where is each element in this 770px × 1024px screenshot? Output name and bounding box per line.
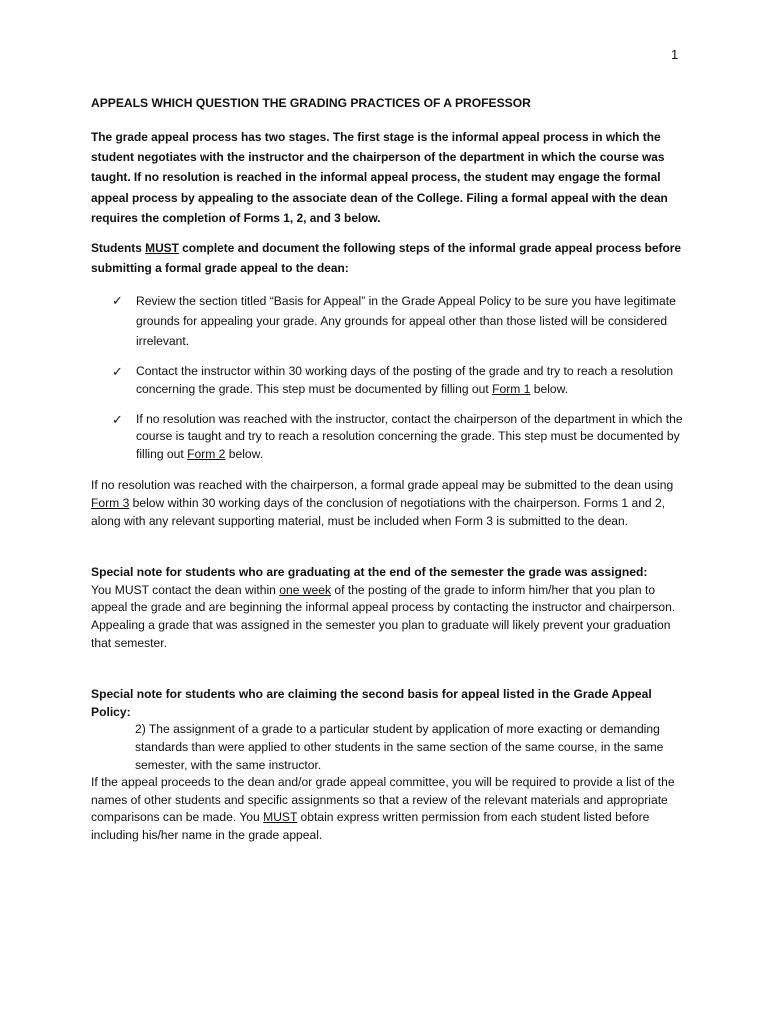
note-graduating-before: You MUST contact the dean within xyxy=(91,582,280,597)
intro-paragraph: The grade appeal process has two stages. The first stage is the informal appeal process in which the student negotiates with the instructor and the chairperson of the department in which the course was taught. If no resolution is reached in the informal appeal process, the student may engage the formal appeal process by appealing to the associate dean of the College. Filing a formal appeal with the dean requires the completion of Forms 1, 2, and 3 below. xyxy=(91,129,668,226)
note-second-basis xyxy=(91,686,683,844)
step-text: Contact the instructor within 30 working days of the posting of the grade and try to reach a resolution concerning the grade. This step must be documented by filling out xyxy=(136,364,674,397)
step-text: Review the section titled “Basis for Appeal” in the Grade Appeal Policy to be sure you have legitimate grounds for appealing your grade. Any grounds for appeal other than those listed will be considered irrelevant. xyxy=(136,294,676,349)
step-contact-instructor xyxy=(91,363,683,398)
form-2-link[interactable]: Form 2 xyxy=(187,446,226,461)
page-number: 1 xyxy=(671,47,679,62)
formal-after: below within 30 working days of the conclusion of negotiations with the chairperson. Forms 1 and 2, along with any relevant supporting material, must be included when Form 3 is submitted to the dean. xyxy=(91,496,666,528)
step-text-after: below. xyxy=(530,382,569,397)
note-graduating-title: Special note for students who are graduating at the end of the semester the grade was assigned: xyxy=(91,565,648,580)
basis-quote: 2) The assignment of a grade to a particular student by application of more exacting or demanding standards than were applied to other students in the same section of the same course, in the same semester, with the same instructor. xyxy=(135,722,664,772)
formal-appeal-paragraph xyxy=(91,477,683,530)
steps-intro-emphasis: MUST xyxy=(145,240,179,255)
note-graduating-body xyxy=(91,582,683,652)
note-graduating-after: of the posting of the grade to inform him/her that you plan to appeal the grade and are beginning the informal appeal process by contacting the instructor and chairperson. Appealing a grade that was assigned in the semester you plan to graduate will likely prevent your graduation that semester. xyxy=(91,582,676,650)
steps-intro-before: Students xyxy=(91,240,146,255)
note-second-basis-body xyxy=(91,774,683,844)
checkmark-icon: ✓ xyxy=(112,364,123,380)
note-second-basis-after: obtain express written permission from each student listed before including his/her name in the grade appeal. xyxy=(91,810,650,842)
document-body xyxy=(91,95,683,845)
formal-before: If no resolution was reached with the chairperson, a formal grade appeal may be submitted to the dean using xyxy=(91,478,674,493)
checkmark-icon: ✓ xyxy=(112,293,123,309)
step-contact-chairperson xyxy=(91,411,683,464)
note-graduating xyxy=(91,564,683,652)
informal-steps-list xyxy=(91,291,683,463)
note-second-basis-before: If the appeal proceeds to the dean and/or grade appeal committee, you will be required to provide a list of the names of other students and specific assignments so that a review of the relevant materials and appropriate comparisons can be made. You xyxy=(91,775,675,825)
form-3-link[interactable]: Form 3 xyxy=(91,496,130,510)
note-second-basis-emphasis: MUST xyxy=(263,810,298,825)
note-second-basis-title: Special note for students who are claiming the second basis for appeal listed in the Grade Appeal Policy: xyxy=(91,687,652,719)
document-heading: APPEALS WHICH QUESTION THE GRADING PRACTICES OF A PROFESSOR xyxy=(91,96,531,110)
steps-intro-after: complete and document the following steps of the informal grade appeal process before submitting a formal grade appeal to the dean: xyxy=(91,240,681,276)
step-text: If no resolution was reached with the instructor, contact the chairperson of the department in which the course is taught and try to reach a resolution concerning the grade. This step must be documented by filling out xyxy=(136,411,683,461)
steps-intro-paragraph xyxy=(91,238,683,279)
step-text-after: below. xyxy=(225,446,264,461)
step-review-basis xyxy=(91,291,683,351)
form-1-link[interactable]: Form 1 xyxy=(492,382,531,397)
checkmark-icon: ✓ xyxy=(112,411,123,427)
note-graduating-emphasis: one week xyxy=(279,582,332,597)
